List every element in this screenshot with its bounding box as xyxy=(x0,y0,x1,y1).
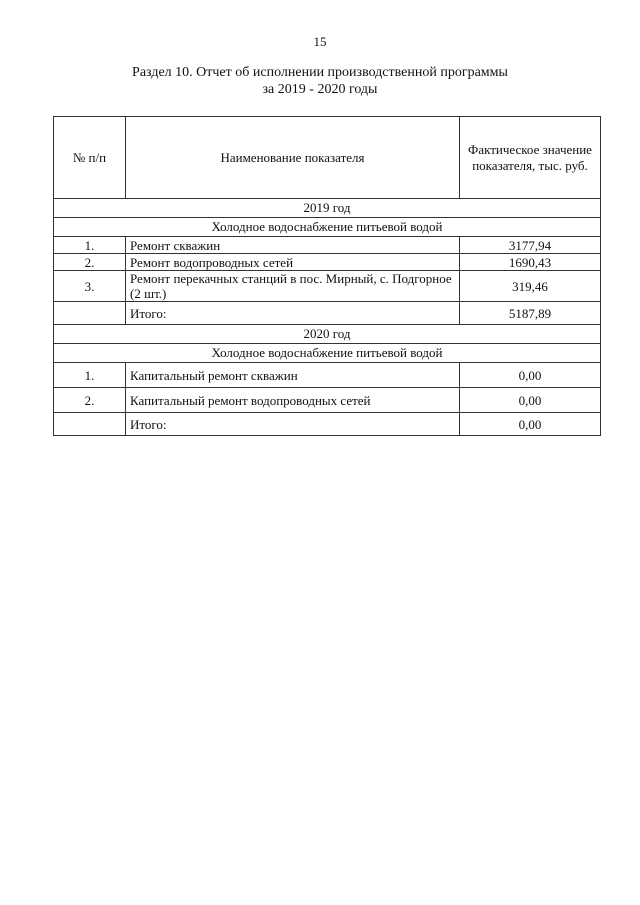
year-label: 2020 год xyxy=(54,325,601,344)
row-value: 0,00 xyxy=(460,413,601,436)
header-value: Фактическое значение показателя, тыс. руб. xyxy=(460,117,601,199)
category-label: Холодное водоснабжение питьевой водой xyxy=(54,218,601,237)
table-row xyxy=(54,237,601,254)
table-row xyxy=(54,271,601,302)
row-name: Итого: xyxy=(126,413,460,436)
title-line-1: Раздел 10. Отчет об исполнении производственной программы xyxy=(132,65,508,80)
row-name: Капитальный ремонт водопроводных сетей xyxy=(126,388,460,413)
row-name: Ремонт водопроводных сетей xyxy=(126,254,460,271)
row-value: 0,00 xyxy=(460,363,601,388)
row-number: 2. xyxy=(54,388,126,413)
row-number: 2. xyxy=(54,254,126,271)
title-line-2: за 2019 - 2020 годы xyxy=(262,82,378,97)
row-name: Ремонт скважин xyxy=(126,237,460,254)
row-name: Итого: xyxy=(126,302,460,325)
row-value: 3177,94 xyxy=(460,237,601,254)
year-label: 2019 год xyxy=(54,199,601,218)
category-row xyxy=(54,218,601,237)
row-value: 0,00 xyxy=(460,388,601,413)
row-number: 1. xyxy=(54,363,126,388)
header-name: Наименование показателя xyxy=(126,117,460,199)
report-table xyxy=(53,116,601,436)
page-number: 15 xyxy=(313,34,327,49)
category-row xyxy=(54,344,601,363)
row-number xyxy=(54,302,126,325)
row-name: Ремонт перекачных станций в пос. Мирный, с. Подгорное (2 шт.) xyxy=(126,271,460,302)
year-row xyxy=(54,199,601,218)
page-title xyxy=(60,64,580,98)
table-row xyxy=(54,388,601,413)
row-value: 5187,89 xyxy=(460,302,601,325)
header-number: № п/п xyxy=(54,117,126,199)
table-header-row xyxy=(54,117,601,199)
row-number xyxy=(54,413,126,436)
table-row xyxy=(54,363,601,388)
row-number: 3. xyxy=(54,271,126,302)
row-name: Капитальный ремонт скважин xyxy=(126,363,460,388)
category-label: Холодное водоснабжение питьевой водой xyxy=(54,344,601,363)
year-row xyxy=(54,325,601,344)
row-number: 1. xyxy=(54,237,126,254)
total-row xyxy=(54,413,601,436)
row-value: 319,46 xyxy=(460,271,601,302)
total-row xyxy=(54,302,601,325)
row-value: 1690,43 xyxy=(460,254,601,271)
table-row xyxy=(54,254,601,271)
